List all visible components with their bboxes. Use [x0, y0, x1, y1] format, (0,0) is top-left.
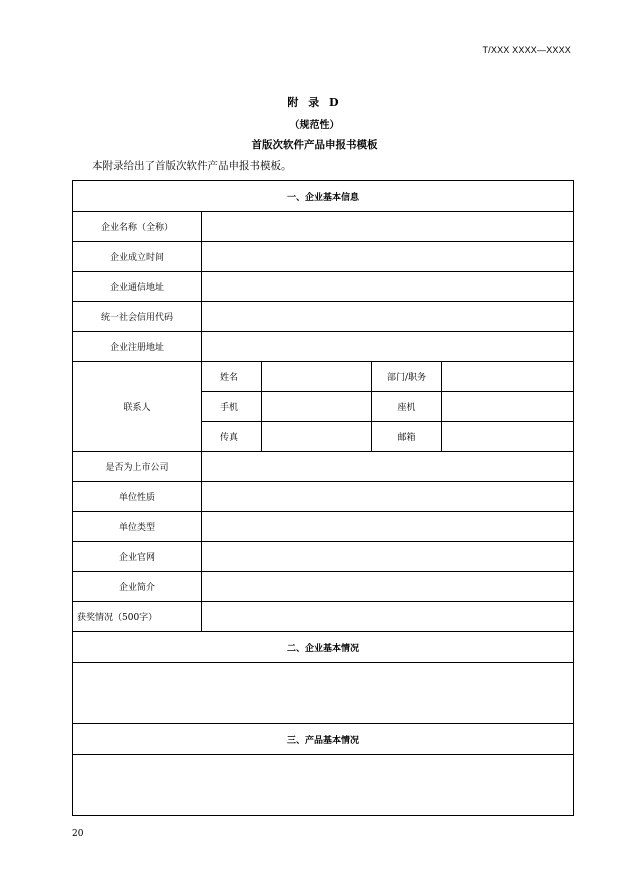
application-form-table: [72, 180, 574, 816]
company-name-label: 企业名称（全称）: [73, 212, 202, 242]
credit-code-field[interactable]: [202, 302, 574, 332]
contact-name-label: 姓名: [202, 362, 262, 392]
table-row: [73, 332, 574, 362]
contact-phone-field[interactable]: [442, 392, 574, 422]
section-3-row: [73, 724, 574, 755]
appendix-title: 附 录 D: [287, 96, 342, 109]
table-row: [73, 512, 574, 542]
founding-date-label: 企业成立时间: [73, 242, 202, 272]
contact-dept-field[interactable]: [442, 362, 574, 392]
company-situation-field[interactable]: [73, 663, 574, 724]
website-label: 企业官网: [73, 542, 202, 572]
contact-row: [73, 362, 574, 392]
section-3-body-row: [73, 755, 574, 816]
mailing-address-field[interactable]: [202, 272, 574, 302]
contact-name-field[interactable]: [262, 362, 372, 392]
table-row: [73, 242, 574, 272]
website-field[interactable]: [202, 542, 574, 572]
table-row: [73, 482, 574, 512]
section-3-heading: 三、产品基本情况: [73, 724, 574, 755]
table-row: [73, 212, 574, 242]
entity-type-label: 单位类型: [73, 512, 202, 542]
company-profile-label: 企业简介: [73, 572, 202, 602]
section-1-heading: 一、企业基本信息: [73, 181, 574, 212]
section-1-row: [73, 181, 574, 212]
contact-email-label: 邮箱: [372, 422, 442, 452]
entity-nature-label: 单位性质: [73, 482, 202, 512]
table-row: [73, 302, 574, 332]
table-row: [73, 542, 574, 572]
contact-phone-label: 座机: [372, 392, 442, 422]
contact-person-label: 联系人: [73, 362, 202, 452]
listed-company-label: 是否为上市公司: [73, 452, 202, 482]
company-profile-field[interactable]: [202, 572, 574, 602]
registered-address-field[interactable]: [202, 332, 574, 362]
contact-mobile-field[interactable]: [262, 392, 372, 422]
appendix-nature: （规范性）: [289, 120, 340, 131]
table-row: [73, 602, 574, 632]
company-name-field[interactable]: [202, 212, 574, 242]
entity-type-field[interactable]: [202, 512, 574, 542]
entity-nature-field[interactable]: [202, 482, 574, 512]
mailing-address-label: 企业通信地址: [73, 272, 202, 302]
credit-code-label: 统一社会信用代码: [73, 302, 202, 332]
product-situation-field[interactable]: [73, 755, 574, 816]
section-2-heading: 二、企业基本情况: [73, 632, 574, 663]
table-row: [73, 452, 574, 482]
listed-company-field[interactable]: [202, 452, 574, 482]
awards-field[interactable]: [202, 602, 574, 632]
contact-dept-label: 部门/职务: [372, 362, 442, 392]
table-row: [73, 572, 574, 602]
contact-mobile-label: 手机: [202, 392, 262, 422]
awards-label: 获奖情况（500字）: [73, 602, 202, 632]
section-2-row: [73, 632, 574, 663]
page-number: 20: [72, 829, 84, 839]
contact-fax-label: 传真: [202, 422, 262, 452]
contact-email-field[interactable]: [442, 422, 574, 452]
table-row: [73, 272, 574, 302]
section-2-body-row: [73, 663, 574, 724]
intro-text: 本附录给出了首版次软件产品申报书模板。: [92, 160, 292, 172]
founding-date-field[interactable]: [202, 242, 574, 272]
document-code: T/XXX XXXX—XXXX: [482, 45, 571, 55]
appendix-heading: 首版次软件产品申报书模板: [251, 139, 378, 151]
registered-address-label: 企业注册地址: [73, 332, 202, 362]
contact-fax-field[interactable]: [262, 422, 372, 452]
